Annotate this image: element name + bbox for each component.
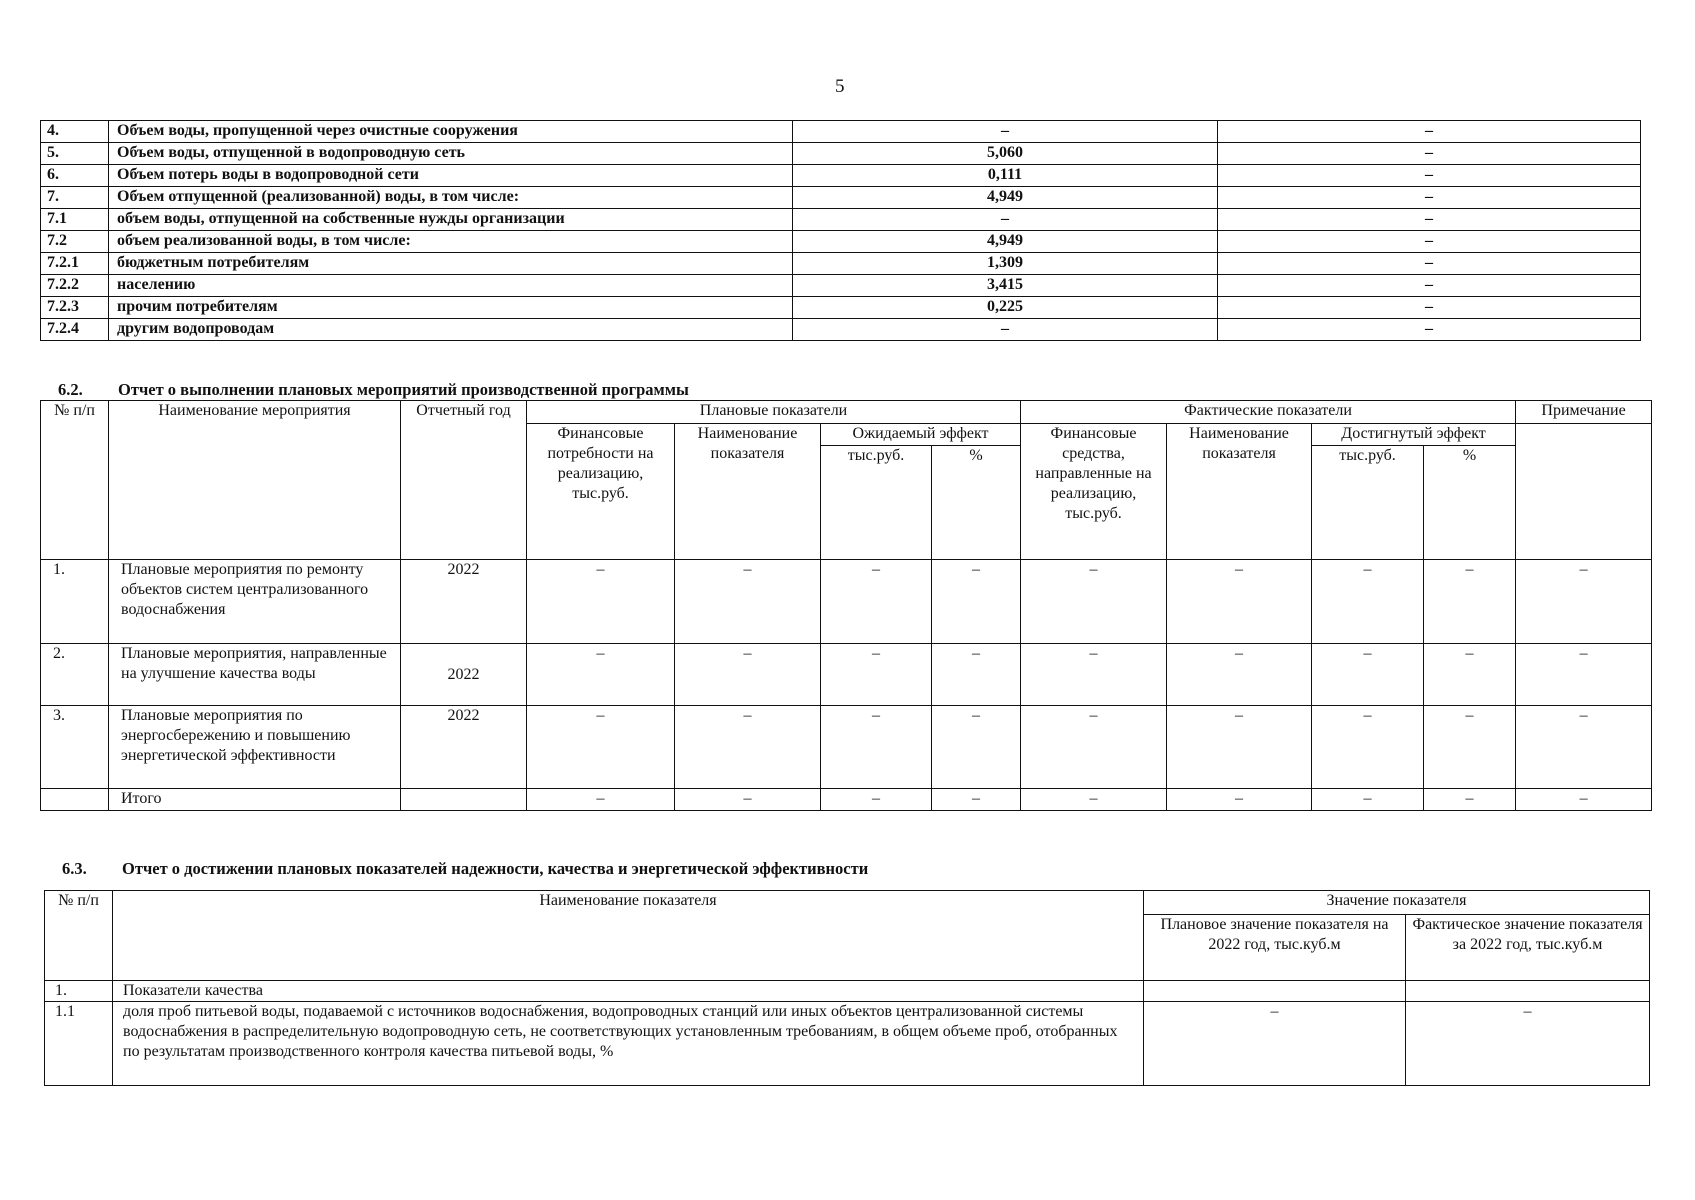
row-cell: – (527, 644, 675, 706)
row-indicator-name: доля проб питьевой воды, подаваемой с источников водоснабжения, водопроводных станций или иных объектов централизованной системы водоснабжения в распределительную водопроводную сеть, не соответствующих установленным требованиям, в общем объеме проб, отобранных по результатам производственного контроля качества питьевой воды, % (113, 1002, 1144, 1086)
hdr-plan-rub: тыс.руб. (821, 446, 932, 560)
row-fact-value (1406, 981, 1650, 1002)
row-num: 7. (41, 187, 109, 209)
row-cell: – (1424, 644, 1516, 706)
row-num: 7.2.2 (41, 275, 109, 297)
row-num: 1. (45, 981, 113, 1002)
row-value-1: 1,309 (793, 253, 1218, 275)
row-cell: – (821, 789, 932, 811)
table-row (41, 706, 1652, 789)
row-cell: – (1021, 560, 1167, 644)
hdr-act-indicator: Наименование показателя (1167, 424, 1312, 560)
row-value-2: – (1218, 231, 1641, 253)
row-name: объем реализованной воды, в том числе: (109, 231, 793, 253)
row-cell: – (527, 706, 675, 789)
hdr-plan-indicator: Наименование показателя (675, 424, 821, 560)
row-cell: – (1167, 644, 1312, 706)
row-cell: – (932, 644, 1021, 706)
hdr-act-fin: Финансовые средства, направленные на реализацию, тыс.руб. (1021, 424, 1167, 560)
water-volume-table-body (41, 121, 1641, 341)
row-name: Объем потерь воды в водопроводной сети (109, 165, 793, 187)
row-value-2: – (1218, 275, 1641, 297)
row-cell: – (932, 560, 1021, 644)
row-cell: – (1424, 789, 1516, 811)
row-name: другим водопроводам (109, 319, 793, 341)
row-num: 7.2.4 (41, 319, 109, 341)
table-row (41, 560, 1652, 644)
row-value-1: 4,949 (793, 231, 1218, 253)
row-cell: – (821, 644, 932, 706)
hdr-plan-effect: Ожидаемый эффект (821, 424, 1021, 446)
row-cell: – (1424, 706, 1516, 789)
row-cell: – (1167, 706, 1312, 789)
hdr-planned: Плановые показатели (527, 401, 1021, 424)
hdr-num: № п/п (41, 401, 109, 560)
row-value-1: 0,111 (793, 165, 1218, 187)
hdr3-plan: Плановое значение показателя на 2022 год, тыс.куб.м (1144, 915, 1406, 981)
row-name: прочим потребителям (109, 297, 793, 319)
row-value-1: – (793, 209, 1218, 231)
row-value-1: 0,225 (793, 297, 1218, 319)
table-row (41, 121, 1641, 143)
row-value-2: – (1218, 121, 1641, 143)
table-row (41, 297, 1641, 319)
row-cell: – (675, 789, 821, 811)
row-name: населению (109, 275, 793, 297)
row-value-1: 5,060 (793, 143, 1218, 165)
row-cell: – (1021, 644, 1167, 706)
row-cell: – (1021, 789, 1167, 811)
row-num: 7.2.3 (41, 297, 109, 319)
hdr-measure-name: Наименование мероприятия (109, 401, 401, 560)
table-row (41, 231, 1641, 253)
row-fact-value: – (1406, 1002, 1650, 1086)
hdr-plan-pct: % (932, 446, 1021, 560)
hdr-actual: Фактические показатели (1021, 401, 1516, 424)
hdr-plan-fin: Финансовые потребности на реализацию, тыс.руб. (527, 424, 675, 560)
row-measure-name: Итого (109, 789, 401, 811)
table-row (45, 981, 1650, 1002)
hdr-note: Примечание (1516, 401, 1652, 424)
row-value-1: 3,415 (793, 275, 1218, 297)
row-year: 2022 (401, 644, 527, 706)
table-row (41, 644, 1652, 706)
hdr-act-effect: Достигнутый эффект (1312, 424, 1516, 446)
row-value-1: 4,949 (793, 187, 1218, 209)
row-num: 7.1 (41, 209, 109, 231)
row-name: Объем воды, пропущенной через очистные сооружения (109, 121, 793, 143)
row-cell: – (1312, 644, 1424, 706)
row-year: 2022 (401, 706, 527, 789)
table-row (41, 165, 1641, 187)
section-6-3-text: Отчет о достижении плановых показателей надежности, качества и энергетической эффективности (122, 859, 869, 878)
row-value-2: – (1218, 253, 1641, 275)
hdr-act-rub: тыс.руб. (1312, 446, 1424, 560)
hdr3-name: Наименование показателя (113, 891, 1144, 981)
page-number: 5 (835, 76, 845, 97)
table-row (41, 209, 1641, 231)
row-cell: – (527, 560, 675, 644)
row-cell: – (1167, 560, 1312, 644)
row-cell: – (1167, 789, 1312, 811)
row-cell: – (932, 706, 1021, 789)
row-value-2: – (1218, 209, 1641, 231)
row-name: бюджетным потребителям (109, 253, 793, 275)
row-value-2: – (1218, 319, 1641, 341)
table-row (41, 319, 1641, 341)
row-indicator-name: Показатели качества (113, 981, 1144, 1002)
row-cell: – (675, 644, 821, 706)
row-value-1: – (793, 319, 1218, 341)
row-cell: – (1424, 560, 1516, 644)
row-plan-value: – (1144, 1002, 1406, 1086)
row-measure-name: Плановые мероприятия, направленные на улучшение качества воды (109, 644, 401, 706)
table-row (41, 275, 1641, 297)
planned-measures-table-body (41, 401, 1652, 811)
planned-measures-table (40, 400, 1652, 811)
table-row (41, 187, 1641, 209)
row-cell: – (675, 706, 821, 789)
row-name: объем воды, отпущенной на собственные нужды организации (109, 209, 793, 231)
row-num: 2. (41, 644, 109, 706)
hdr-act-pct: % (1424, 446, 1516, 560)
table-row (41, 143, 1641, 165)
row-value-2: – (1218, 297, 1641, 319)
hdr-report-year: Отчетный год (401, 401, 527, 560)
row-num (41, 789, 109, 811)
row-year: 2022 (401, 560, 527, 644)
row-year (401, 789, 527, 811)
row-num: 3. (41, 706, 109, 789)
section-6-2-text: Отчет о выполнении плановых мероприятий производственной программы (118, 380, 689, 399)
row-cell: – (527, 789, 675, 811)
row-cell: – (932, 789, 1021, 811)
table-row (41, 253, 1641, 275)
row-cell: – (821, 560, 932, 644)
row-plan-value (1144, 981, 1406, 1002)
table-row (41, 789, 1652, 811)
section-6-2-number: 6.2. (58, 380, 83, 399)
row-cell: – (1516, 560, 1652, 644)
hdr3-value: Значение показателя (1144, 891, 1650, 915)
indicators-table-body (45, 891, 1650, 1086)
row-num: 5. (41, 143, 109, 165)
row-num: 1.1 (45, 1002, 113, 1086)
row-cell: – (1312, 706, 1424, 789)
row-cell: – (1516, 706, 1652, 789)
water-volume-table (40, 120, 1641, 341)
row-cell: – (1312, 789, 1424, 811)
row-cell: – (675, 560, 821, 644)
table-row (45, 1002, 1650, 1086)
indicators-table (44, 890, 1650, 1086)
row-num: 6. (41, 165, 109, 187)
row-cell: – (821, 706, 932, 789)
row-num: 1. (41, 560, 109, 644)
row-num: 7.2 (41, 231, 109, 253)
hdr-note-empty (1516, 424, 1652, 560)
hdr3-num: № п/п (45, 891, 113, 981)
row-value-1: – (793, 121, 1218, 143)
row-cell: – (1516, 644, 1652, 706)
row-cell: – (1312, 560, 1424, 644)
section-6-3-title (62, 859, 868, 879)
row-value-2: – (1218, 187, 1641, 209)
row-value-2: – (1218, 165, 1641, 187)
row-cell: – (1516, 789, 1652, 811)
hdr3-fact: Фактическое значение показателя за 2022 год, тыс.куб.м (1406, 915, 1650, 981)
row-value-2: – (1218, 143, 1641, 165)
section-6-2-title (58, 380, 689, 400)
row-num: 7.2.1 (41, 253, 109, 275)
row-cell: – (1021, 706, 1167, 789)
row-name: Объем отпущенной (реализованной) воды, в том числе: (109, 187, 793, 209)
row-name: Объем воды, отпущенной в водопроводную сеть (109, 143, 793, 165)
row-measure-name: Плановые мероприятия по ремонту объектов систем централизованного водоснабжения (109, 560, 401, 644)
row-num: 4. (41, 121, 109, 143)
section-6-3-number: 6.3. (62, 859, 87, 878)
row-measure-name: Плановые мероприятия по энергосбережению и повышению энергетической эффективности (109, 706, 401, 789)
